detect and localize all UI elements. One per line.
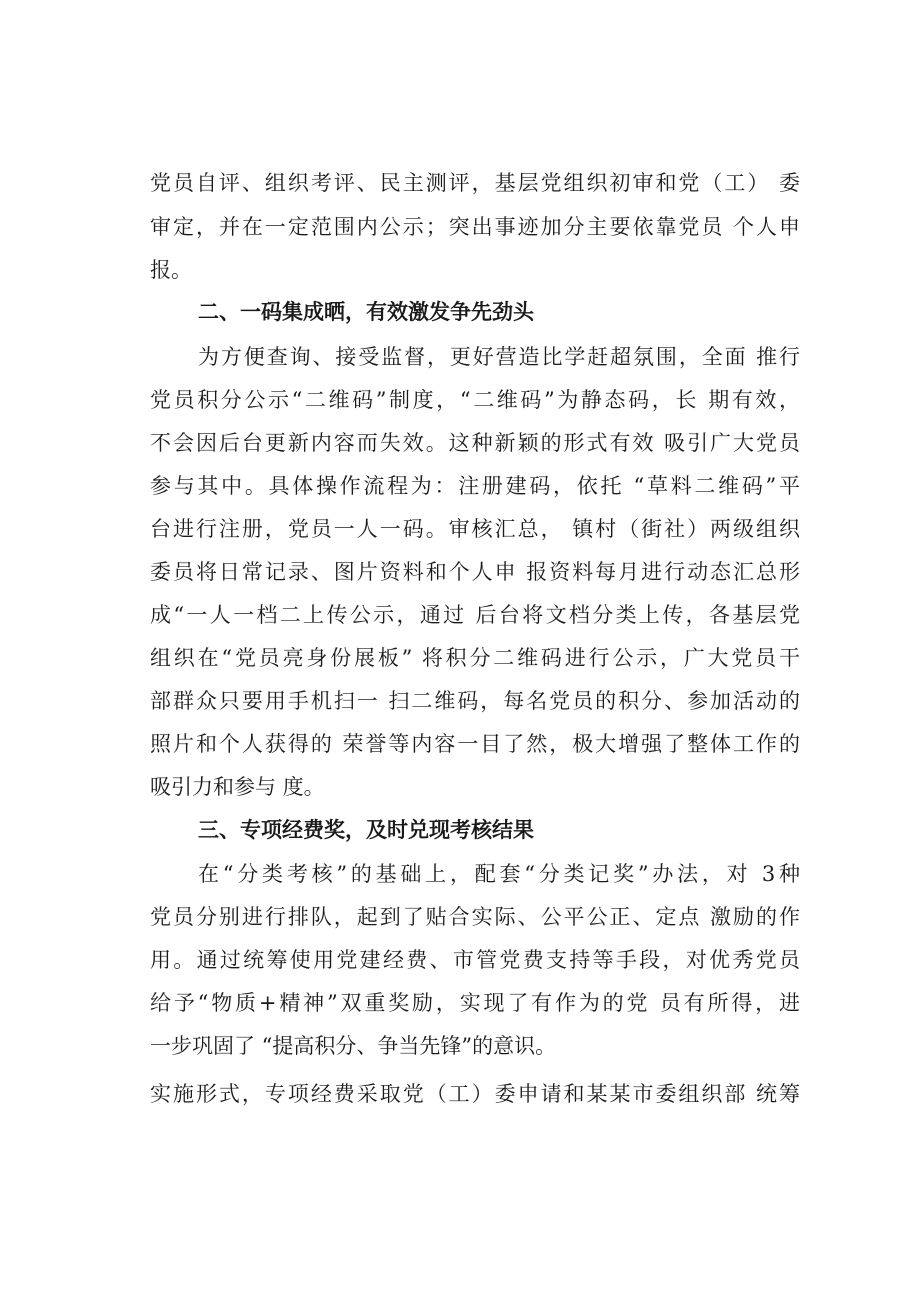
paragraph-line: 用。通过统筹使用党建经费、市管党费支持等手段，对优秀党员 (150, 948, 800, 972)
paragraph-line: 不会因后台更新内容而失效。这种新颖的形式有效 吸引广大党员 (150, 431, 800, 455)
paragraph-line: 委员将日常记录、图片资料和个人申 报资料每月进行动态汇总形 (150, 560, 800, 584)
section-heading: 二、一码集成晒，有效激发争先劲头 (198, 300, 534, 324)
paragraph-line: 报。 (150, 258, 192, 282)
paragraph-line: 实施形式，专项经费采取党（工）委申请和某某市委组织部 统筹 (150, 1082, 800, 1106)
paragraph-line: 一步巩固了 “提高积分、争当先锋”的意识。 (150, 1034, 557, 1058)
paragraph-line: 成“一人一档二上传公示，通过 后台将文档分类上传，各基层党 (150, 603, 800, 627)
paragraph-line: 参与其中。具体操作流程为：注册建码，依托 “草料二维码”平 (150, 474, 800, 498)
paragraph-line: 台进行注册，党员一人一码。审核汇总， 镇村（街社）两级组织 (150, 517, 800, 541)
paragraph-line: 照片和个人获得的 荣誉等内容一目了然，极大增强了整体工作的 (150, 732, 800, 756)
paragraph-line: 吸引力和参与 度。 (150, 775, 325, 799)
paragraph-line: 组织在“党员亮身份展板” 将积分二维码进行公示，广大党员干 (150, 646, 800, 670)
paragraph-line: 在“分类考核”的基础上，配套“分类记奖”办法，对 3种 (198, 862, 800, 886)
section-heading: 三、专项经费奖，及时兑现考核结果 (198, 818, 534, 842)
paragraph-line: 部群众只要用手机扫一 扫二维码，每名党员的积分、参加活动的 (150, 689, 800, 713)
paragraph-line: 党员分别进行排队，起到了贴合实际、公平公正、定点 激励的作 (150, 905, 800, 929)
paragraph-line: 给予“物质+精神”双重奖励，实现了有作为的党 员有所得，进 (150, 991, 800, 1015)
paragraph-line: 党员自评、组织考评、民主测评，基层党组织初审和党（工） 委 (150, 171, 800, 195)
paragraph-line: 为方便查询、接受监督，更好营造比学赶超氛围，全面 推行 (198, 345, 800, 369)
paragraph-line: 审定，并在一定范围内公示；突出事迹加分主要依靠党员 个人申 (150, 215, 800, 239)
paragraph-line: 党员积分公示“二维码”制度，“二维码”为静态码，长 期有效， (150, 388, 800, 412)
